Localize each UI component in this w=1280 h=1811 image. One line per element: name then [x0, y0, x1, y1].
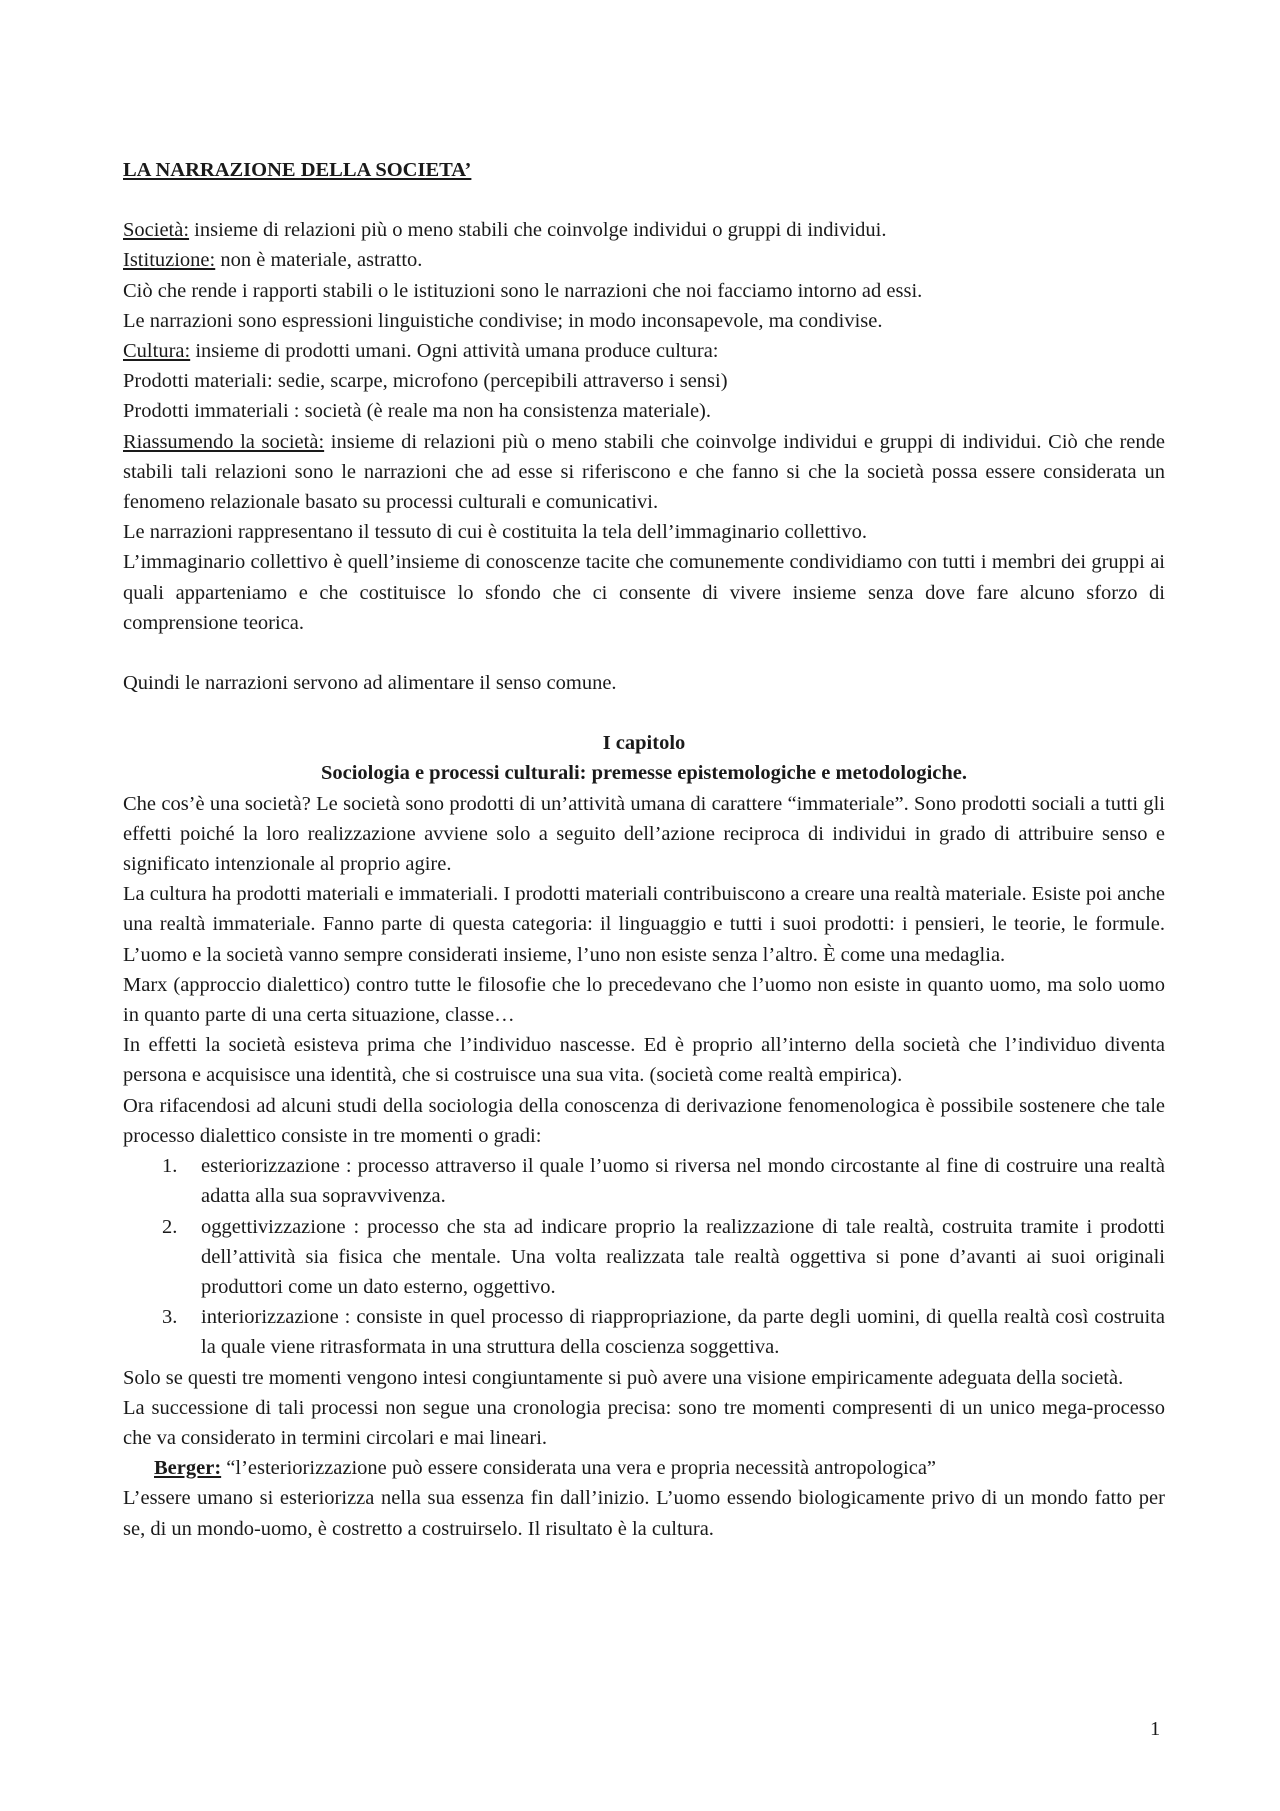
term-riassumendo: Riassumendo la società:	[123, 430, 325, 453]
paragraph-immaginario: L’immaginario collettivo è quell’insieme di conoscenze tacite che comunemente condividiamo con tutti i membri dei gruppi ai quali apparteniamo e che costituisce lo sfondo che ci consente di vivere insieme senza dove fare alcuno sforzo di comprensione teorica.	[123, 551, 1165, 634]
chapter-paragraph-2: La cultura ha prodotti materiali e immateriali. I prodotti materiali contribuiscono a creare una realtà materiale. Esiste poi anche una realtà immateriale. Fanno parte di questa categoria: il linguaggio e tutti i suoi prodotti: i pensieri, le teorie, le formule. L’uomo e la società vanno sempre considerati insieme, l’uno non esiste senza l’altro. È come una medaglia.	[123, 883, 1165, 966]
chapter-heading: Sociologia e processi culturali: premesse epistemologiche e metodologiche.	[320, 762, 968, 785]
page-number: 1	[1150, 1718, 1161, 1740]
term-istituzione: Istituzione:	[123, 249, 216, 272]
list-item-number: 3.	[162, 1306, 178, 1329]
paragraph-prodotti-materiali: Prodotti materiali: sedie, scarpe, microfono (percepibili attraverso i sensi)	[123, 370, 728, 393]
definition-cultura	[123, 336, 1165, 366]
spacer	[123, 638, 1165, 668]
chapter-paragraph-6: Solo se questi tre momenti vengono intesi congiuntamente si può avere una visione empiricamente adeguata della società.	[123, 1366, 1124, 1389]
list-item	[123, 1302, 1165, 1362]
term-cultura: Cultura:	[123, 340, 191, 363]
paragraph-riassumendo	[123, 427, 1165, 518]
chapter-paragraph-8: L’essere umano si esteriorizza nella sua essenza fin dall’inizio. L’uomo essendo biologicamente privo di un mondo fatto per se, di un mondo-uomo, è costretto a costruirselo. Il risultato è la cultura.	[123, 1487, 1165, 1540]
list-item-text: oggettivizzazione : processo che sta ad indicare proprio la realizzazione di tale realtà, costruita tramite i prodotti dell’attività sia fisica che mentale. Una volta realizzata tale realtà oggettiva si pone d’avanti ai suoi originali produttori come un dato esterno, oggettivo.	[201, 1215, 1165, 1298]
term-berger: Berger:	[154, 1457, 222, 1480]
list-item-number: 2.	[162, 1215, 178, 1238]
list-item	[123, 1151, 1165, 1211]
chapter-paragraph-5: Ora rifacendosi ad alcuni studi della sociologia della conoscenza di derivazione fenomenologica è possibile sostenere che tale processo dialettico consiste in tre momenti o gradi:	[123, 1094, 1165, 1147]
paragraph-prodotti-immateriali: Prodotti immateriali : società (è reale ma non ha consistenza materiale).	[123, 400, 712, 423]
definition-cultura-text: insieme di prodotti umani. Ogni attività umana produce cultura:	[190, 340, 719, 363]
process-steps-list	[123, 1151, 1165, 1362]
document-body	[123, 155, 1165, 1544]
definition-istituzione-text: non è materiale, astratto.	[215, 249, 423, 272]
paragraph-tessuto: Le narrazioni rappresentano il tessuto di cui è costituita la tela dell’immaginario collettivo.	[123, 521, 868, 544]
definition-istituzione	[123, 245, 1165, 275]
spacer	[123, 698, 1165, 728]
list-item-text: esteriorizzazione : processo attraverso il quale l’uomo si riversa nel mondo circostante al fine di costruire una realtà adatta alla sua sopravvivenza.	[201, 1155, 1165, 1208]
berger-quote-text: “l’esteriorizzazione può essere considerata una vera e propria necessità antropologica”	[221, 1457, 937, 1480]
document-title: LA NARRAZIONE DELLA SOCIETA’	[123, 159, 472, 181]
berger-quote	[123, 1453, 1165, 1483]
chapter-number: I capitolo	[602, 732, 686, 755]
paragraph-riassumendo-text: insieme di relazioni più o meno stabili che coinvolge individui e gruppi di individui. Ciò che rende stabili tali relazioni sono le narrazioni che ad esse si riferiscono e che fanno si che la società possa essere considerata un fenomeno relazionale basato su processi culturali e comunicativi.	[123, 430, 1165, 514]
list-item	[123, 1212, 1165, 1303]
definition-societa-text: insieme di relazioni più o meno stabili che coinvolge individui o gruppi di individui.	[189, 219, 887, 242]
paragraph-narrazioni: Le narrazioni sono espressioni linguistiche condivise; in modo inconsapevole, ma condivise.	[123, 309, 883, 332]
definition-societa	[123, 215, 1165, 245]
chapter-paragraph-4: In effetti la società esisteva prima che l’individuo nascesse. Ed è proprio all’interno della società che l’individuo diventa persona e acquisisce una identità, che si costruisce una sua vita. (società come realtà empirica).	[123, 1034, 1165, 1087]
list-item-number: 1.	[162, 1155, 178, 1178]
term-societa: Società:	[123, 219, 190, 242]
chapter-paragraph-3: Marx (approccio dialettico) contro tutte le filosofie che lo precedevano che l’uomo non esiste in quanto uomo, ma solo uomo in quanto parte di una certa situazione, classe…	[123, 973, 1165, 1027]
list-item-text: interiorizzazione : consiste in quel processo di riappropriazione, da parte degli uomini, di quella realtà così costruita la quale viene ritrasformata in una struttura della coscienza soggettiva.	[201, 1306, 1165, 1359]
paragraph-quindi: Quindi le narrazioni servono ad alimentare il senso comune.	[123, 672, 617, 695]
paragraph-rapporti: Ciò che rende i rapporti stabili o le istituzioni sono le narrazioni che noi facciamo intorno ad essi.	[123, 279, 923, 302]
chapter-paragraph-1: Che cos’è una società? Le società sono prodotti di un’attività umana di carattere “immateriale”. Sono prodotti sociali a tutti gli effetti poiché la loro realizzazione avviene solo a seguito dell’azione reciproca di individui in grado di attribuire senso e significato intenzionale al proprio agire.	[123, 792, 1165, 876]
chapter-paragraph-7: La successione di tali processi non segue una cronologia precisa: sono tre momenti compresenti di un unico mega-processo che va considerato in termini circolari e mai lineari.	[123, 1396, 1165, 1449]
